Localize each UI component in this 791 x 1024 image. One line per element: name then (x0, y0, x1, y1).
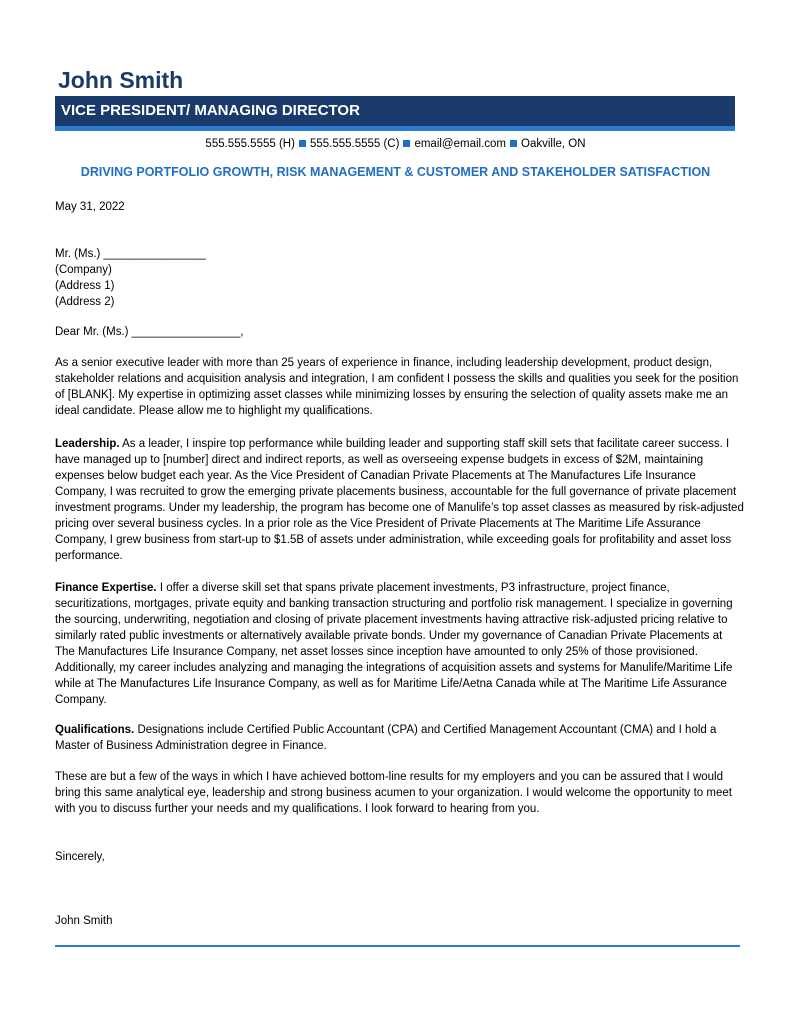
signoff: Sincerely, (55, 851, 105, 863)
closing-paragraph: These are but a few of the ways in which I have achieved bottom-line results for my employers and you can be assured that I would bring this same analytical eye, leadership and strong business acumen to your organization. I would welcome the opportunity to meet with you to discuss further your needs and my qualifications. I look forward to hearing from you. (55, 771, 732, 815)
qualifications-heading: Qualifications. (55, 724, 135, 736)
leadership-paragraph (55, 436, 745, 564)
tagline: DRIVING PORTFOLIO GROWTH, RISK MANAGEMENT & CUSTOMER AND STAKEHOLDER SATISFACTION (80, 165, 711, 179)
bullet-square-icon (403, 140, 410, 147)
leadership-heading: Leadership. (55, 438, 120, 450)
job-title: VICE PRESIDENT/ MANAGING DIRECTOR (61, 102, 360, 119)
bullet-square-icon (510, 140, 517, 147)
finance-text: I offer a diverse skill set that spans private placement investments, P3 infrastructure, project finance, securitizations, mortgages, private equity and banking transaction structuring and portfolio risk management. I specialize in governing the sourcing, underwriting, negotiation and closing of private placement investments having attractive risk-adjusted pricing relative to similarly rated public investments or alternatively available private bonds. Under my governance of Canadian Private Placements at The Manufactures Life Insurance Company, net asset losses since inception have amounted to only 25% of those provisioned. Additionally, my career includes analyzing and managing the integrations of acquisition assets and systems for Manulife/Maritime Life while at The Manufactures Life Insurance Company, as well as for Maritime Life/Aetna Canada while at The Maritime Life Assurance Company. (55, 582, 733, 706)
leadership-text: As a leader, I inspire top performance while building leader and supporting staff skill sets that facilitate career success. I have managed up to [number] direct and indirect reports, as well as overseeing expense budgets in excess of $2M, maintaining expenses below budget each year. As the Vice President of Canadian Private Placements at The Manufactures Life Insurance Company, I was recruited to grow the emerging private placements business, accountable for the full governance of private placement investment programs. Under my leadership, the program has become one of Manulife’s top asset classes as measured by risk-adjusted pricing over several business cycles. In a prior role as the Vice President of Private Placements at The Maritime Life Assurance Company, I grew business from start-up to $1.5B of assets under administration, while exceeding goals for profitability and asset loss performance. (55, 438, 744, 562)
recipient-address-2: (Address 2) (55, 296, 115, 308)
phone-cell: 555.555.5555 (C) (309, 138, 400, 150)
finance-heading: Finance Expertise. (55, 582, 157, 594)
contact-line (0, 137, 791, 151)
footer-divider (55, 945, 740, 947)
salutation: Dear Mr. (Ms.) _________________, (55, 326, 244, 338)
signature-name: John Smith (55, 915, 113, 927)
email: email@email.com (414, 138, 507, 150)
letter-date: May 31, 2022 (55, 201, 125, 213)
qualifications-text: Designations include Certified Public Accountant (CPA) and Certified Management Accountant (CMA) and I hold a Master of Business Administration degree in Finance. (55, 724, 717, 752)
recipient-address-1: (Address 1) (55, 280, 115, 292)
location: Oakville, ON (521, 138, 586, 150)
intro-paragraph: As a senior executive leader with more than 25 years of experience in finance, including leadership development, product design, stakeholder relations and acquisition analysis and integration, I am confident I possess the skills and qualities you seek for the position of [BLANK]. My expertise in optimizing asset classes while minimizing losses by ensuring the selection of quality assets make me an ideal candidate. Please allow me to highlight my qualifications. (55, 357, 739, 417)
recipient-name: Mr. (Ms.) ________________ (55, 248, 206, 260)
bullet-square-icon (299, 140, 306, 147)
phone-home: 555.555.5555 (H) (205, 138, 295, 150)
finance-paragraph (55, 580, 745, 708)
qualifications-paragraph (55, 722, 745, 754)
title-banner (55, 96, 735, 131)
recipient-block (55, 246, 745, 310)
applicant-name: John Smith (58, 67, 184, 93)
recipient-company: (Company) (55, 264, 112, 276)
